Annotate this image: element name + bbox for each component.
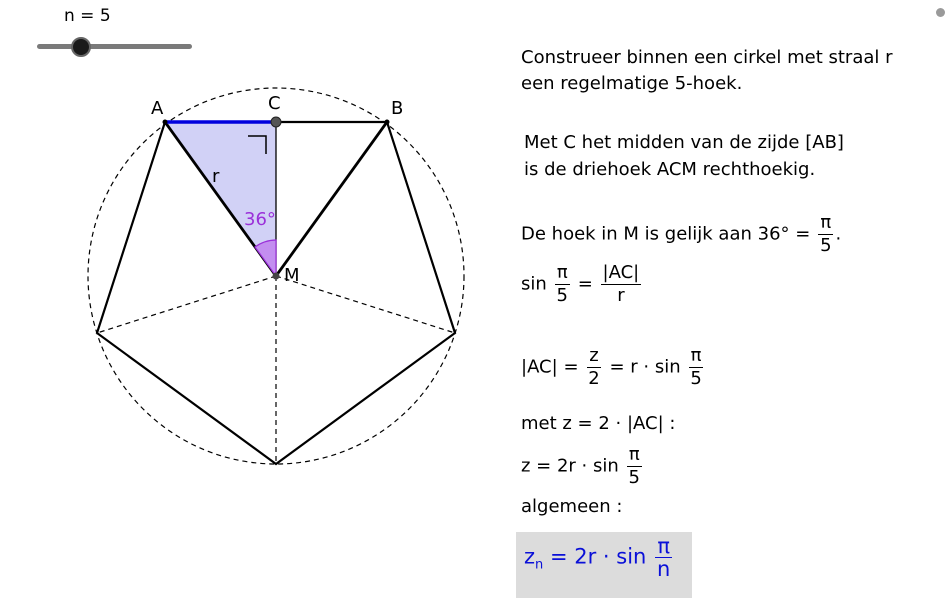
angle-equation: [521, 212, 841, 257]
frac-den: r: [617, 285, 625, 306]
point-B-dot[interactable]: [385, 120, 390, 125]
segment-BM: [276, 122, 387, 276]
result-subscript: n: [535, 557, 544, 573]
point-C-dot[interactable]: [271, 117, 281, 127]
algemeen-label: algemeen :: [521, 496, 623, 517]
frac-num: z: [589, 345, 599, 366]
point-M-dot[interactable]: [273, 273, 280, 280]
sin-label: sin: [521, 273, 547, 295]
general-formula: [524, 535, 674, 580]
z-equation: [521, 444, 644, 489]
label-A: A: [151, 98, 164, 119]
result-z: z: [524, 544, 536, 569]
equals: =: [577, 273, 593, 295]
text-line-1: Construeer binnen een cirkel met straal r: [521, 47, 893, 68]
equals: =: [563, 356, 579, 378]
period: .: [835, 223, 842, 245]
text-line-3: Met C het midden van de zijde [AB]: [524, 132, 844, 153]
text-line-4: is de driehoek ACM rechthoekig.: [524, 159, 816, 180]
frac-den: 5: [556, 285, 568, 306]
frac-den: 5: [690, 368, 702, 389]
frac-den: n: [657, 557, 671, 581]
frac-den: 5: [628, 467, 640, 488]
frac-num: π: [628, 444, 640, 465]
frac-num: π: [820, 212, 832, 233]
label-36-degrees: 36°: [244, 209, 276, 230]
fraction-z-over-2: [586, 345, 601, 390]
frac-den: 2: [588, 368, 600, 389]
AC-abs: |AC|: [521, 356, 558, 378]
fraction-pi-over-5: [627, 444, 642, 489]
AC-equation: [521, 345, 706, 390]
frac-num: π: [690, 345, 702, 366]
frac-num: π: [556, 262, 568, 283]
z-eq-prefix: z = 2r · sin: [521, 455, 619, 477]
angle-arc-M: [255, 240, 276, 276]
frac-den: 5: [820, 235, 832, 256]
fraction-pi-over-5: [688, 345, 703, 390]
label-M: M: [284, 265, 300, 286]
fraction-pi-over-5: [818, 212, 833, 257]
result-rhs: = 2r · sin: [549, 544, 647, 569]
fraction-pi-over-5: [555, 262, 570, 307]
fraction-pi-over-n: [655, 535, 672, 580]
angle-eq-prefix: De hoek in M is gelijk aan 36° =: [521, 223, 811, 245]
r-sin: = r · sin: [609, 356, 681, 378]
fraction-AC-over-r: [601, 262, 642, 307]
frac-num: |AC|: [602, 262, 640, 283]
label-r: r: [212, 166, 220, 187]
label-C: C: [268, 93, 281, 114]
point-A-dot[interactable]: [163, 120, 168, 125]
text-line-2: een regelmatige 5-hoek.: [521, 73, 743, 94]
label-B: B: [391, 98, 404, 119]
dashed-center-lines: [97, 276, 455, 464]
frac-num: π: [657, 534, 671, 558]
met-line: met z = 2 · |AC| :: [521, 413, 676, 434]
sin-equation: [521, 262, 643, 307]
slider-label: n = 5: [64, 6, 111, 26]
